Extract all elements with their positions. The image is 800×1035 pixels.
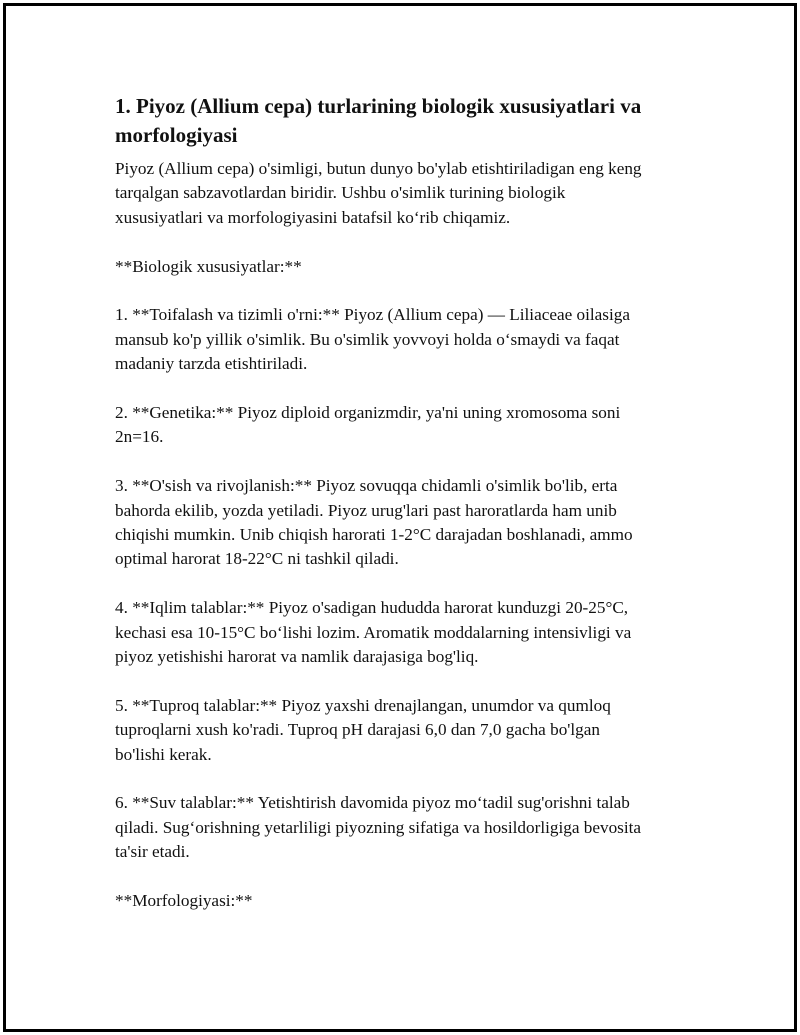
text-line: 2. **Genetika:** Piyoz diploid organizmdir, ya'ni uning xromosoma soni xyxy=(115,403,621,423)
intro-paragraph xyxy=(115,157,705,230)
text-line: kechasi esa 10-15°C bo‘lishi lozim. Aromatik moddalarning intensivligi va xyxy=(115,622,632,642)
title-line: 1. Piyoz (Allium cepa) turlarining biologik xususiyatlari va xyxy=(115,94,642,118)
document-content xyxy=(115,92,705,938)
section-heading-morphology xyxy=(115,889,705,913)
text-line: Piyoz (Allium cepa) o'simligi, butun dunyo bo'ylab etishtiriladigan eng keng xyxy=(115,159,642,178)
text-line: 2n=16. xyxy=(115,427,164,447)
text-line: piyoz yetishishi harorat va namlik darajasiga bog'liq. xyxy=(115,647,479,667)
text-line: tuproqlarni xush ko'radi. Tuproq pH darajasi 6,0 dan 7,0 gacha bo'lgan xyxy=(115,720,600,740)
text-line: **Morfologiyasi:** xyxy=(115,891,253,911)
item-genetics xyxy=(115,401,705,450)
text-line: xususiyatlari va morfologiyasini batafsil ko‘rib chiqamiz. xyxy=(115,207,511,227)
item-water xyxy=(115,791,705,864)
text-line: madaniy tarzda etishtiriladi. xyxy=(115,354,308,374)
text-line: tarqalgan sabzavotlardan biridir. Ushbu o'simlik turining biologik xyxy=(115,183,566,203)
title-line: morfologiyasi xyxy=(115,123,238,147)
text-line: **Biologik xususiyatlar:** xyxy=(115,256,302,276)
text-line: bo'lishi kerak. xyxy=(115,744,212,764)
item-growth xyxy=(115,474,705,572)
section-heading-biological xyxy=(115,255,705,279)
text-line: bahorda ekilib, yozda yetiladi. Piyoz urug'lari past haroratlarda ham unib xyxy=(115,500,617,520)
text-line: 6. **Suv talablar:** Yetishtirish davomida piyoz mo‘tadil sug'orishni talab xyxy=(115,793,630,813)
text-line: mansub ko'p yillik o'simlik. Bu o'simlik yovvoyi holda o‘smaydi va faqat xyxy=(115,329,620,349)
item-classification xyxy=(115,303,705,376)
item-climate xyxy=(115,596,705,669)
text-line: chiqishi mumkin. Unib chiqish harorati 1-2°C darajadan boshlanadi, ammo xyxy=(115,525,633,545)
text-line: 3. **O'sish va rivojlanish:** Piyoz sovuqqa chidamli o'simlik bo'lib, erta xyxy=(115,476,618,496)
item-soil xyxy=(115,694,705,767)
text-line: 1. **Toifalash va tizimli o'rni:** Piyoz (Allium cepa) — Liliaceae oilasiga xyxy=(115,305,630,325)
text-line: qiladi. Sug‘orishning yetarliligi piyozning sifatiga va hosildorligiga bevosita xyxy=(115,817,642,837)
text-line: ta'sir etadi. xyxy=(115,842,190,862)
document-title xyxy=(115,92,705,150)
text-line: optimal harorat 18-22°C ni tashkil qiladi. xyxy=(115,549,399,569)
text-line: 4. **Iqlim talablar:** Piyoz o'sadigan hududda harorat kunduzgi 20-25°C, xyxy=(115,598,629,618)
text-line: 5. **Tuproq talablar:** Piyoz yaxshi drenajlangan, unumdor va qumloq xyxy=(115,695,611,715)
